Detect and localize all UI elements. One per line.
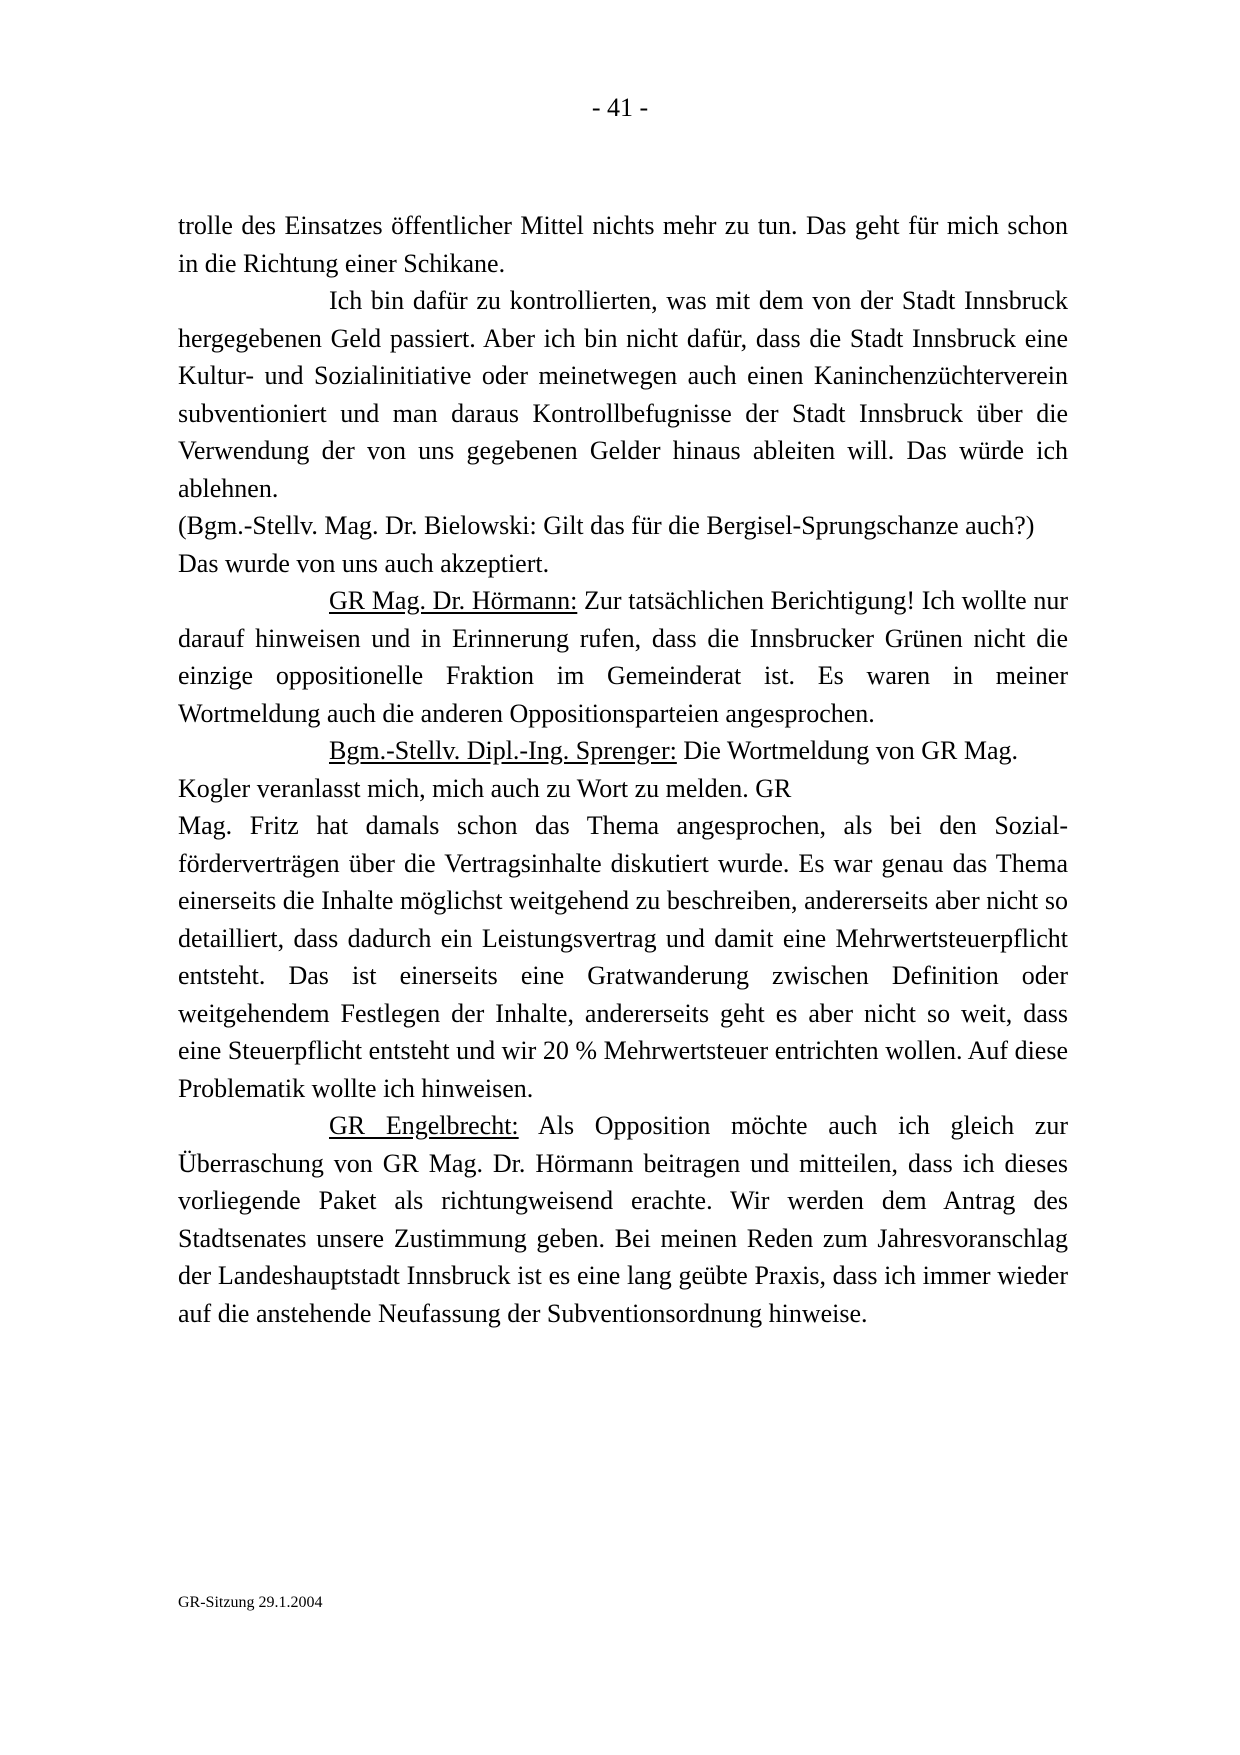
speech-hoermann [178,582,1068,732]
speech-text: Die Wortmeldung von GR Mag. Kogler veranlasst mich, mich auch zu Wort zu melden. GR [178,736,1019,803]
paragraph-control-statement [178,282,1068,507]
paragraph-text: Ich bin dafür zu kontrollierten, was mit dem von der Stadt Innsbruck hergegebenen Geld passiert. Aber ich bin nicht dafür, dass die Stadt Innsbruck eine Kultur- und Sozialinitiative oder meinetwegen auch einen Kaninchenzüchterverein subventioniert und man daraus Kontrollbefugnisse der Stadt Innsbruck über die Verwendung der von uns gegebenen Gelder hinaus ableiten will. Das würde ich ablehnen. [178,286,1068,503]
speaker-name: Bgm.-Stellv. Dipl.-Ing. Sprenger: [329,736,677,765]
speech-engelbrecht [178,1107,1068,1332]
speech-text: Mag. Fritz hat damals schon das Thema angesprochen, als bei den Sozialförderverträgen über die Vertragsinhalte diskutiert wurde. Es war genau das Thema einerseits die Inhalte möglichst weitgehend zu beschreiben, andererseits aber nicht so detailliert, dass dadurch ein Leistungsvertrag und damit eine Mehrwertsteuerpflicht entsteht. Das ist einerseits eine Gratwanderung zwischen Definition oder weitgehendem Festlegen der Inhalte, andererseits geht es aber nicht so weit, dass eine Steuerpflicht entsteht und wir 20 % Mehrwertsteuer entrichten wollen. Auf diese Problematik wollte ich hinweisen. [178,811,1068,1103]
footer-session-date: GR-Sitzung 29.1.2004 [178,1594,323,1611]
speech-text: Zur tatsächlichen Berichtigung! Ich wollte nur darauf hinweisen und in Erinnerung rufen, dass die Innsbrucker Grünen nicht die einzige oppositionelle Fraktion im Gemeinderat ist. Es waren in meiner Wortmeldung auch die anderen Oppositionsparteien angesprochen. [178,586,1068,728]
paragraph-continuation [178,207,1068,282]
speech-text: Als Opposition möchte auch ich gleich zur Überraschung von GR Mag. Dr. Hörmann beitragen und mitteilen, dass ich dieses vorliegende Paket als richtungweisend erachte. Wir werden dem Antrag des Stadtsenates unsere Zustimmung geben. Bei meinen Reden zum Jahresvoranschlag der Landeshauptstadt Innsbruck ist es eine lang geübte Praxis, dass ich immer wieder auf die anstehende Neufassung der Subventionsordnung hinweise. [178,1111,1068,1328]
speech-sprenger [178,732,1068,807]
page-number: - 41 - [591,93,649,122]
interjection-text: (Bgm.-Stellv. Mag. Dr. Bielowski: Gilt das für die Bergisel-Sprungschanze auch?) [178,511,1035,540]
transcript-body [178,207,1068,1332]
paragraph-acceptance [178,545,1068,583]
paragraph-text: Das wurde von uns auch akzeptiert. [178,548,550,578]
speech-sprenger-continued [178,807,1068,1107]
speaker-name: GR Mag. Dr. Hörmann: [329,586,578,615]
interjection [178,507,1068,545]
speaker-name: GR Engelbrecht: [329,1111,519,1140]
paragraph-text: trolle des Einsatzes öffentlicher Mittel nichts mehr zu tun. Das geht für mich schon in die Richtung einer Schikane. [178,211,1068,278]
